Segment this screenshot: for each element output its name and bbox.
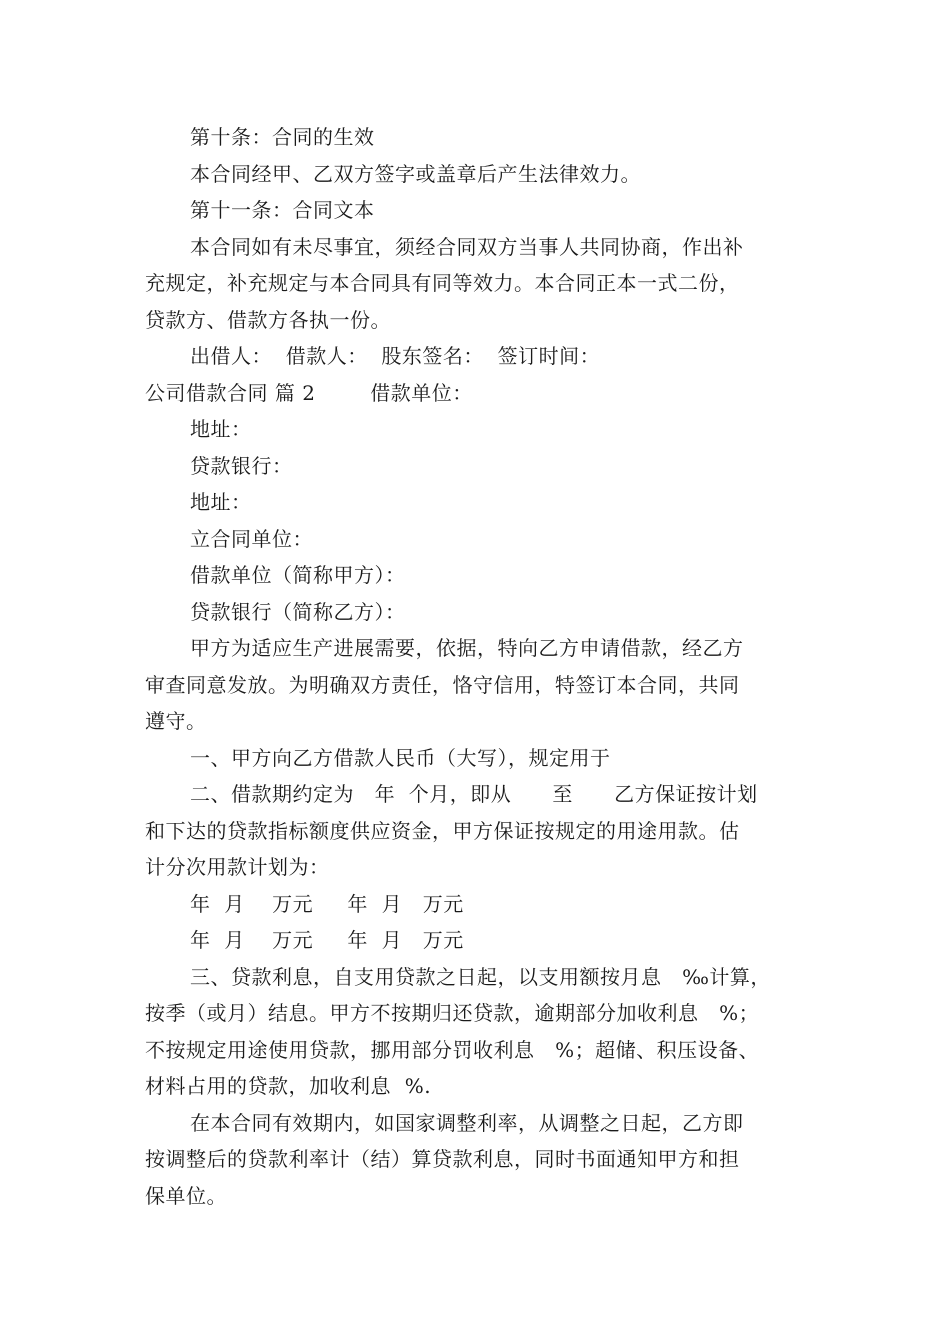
text-line: 按季（或月）结息。甲方不按期归还贷款，逾期部分加收利息 %； (145, 1001, 760, 1025)
text-line: 计分次用款计划为： (145, 855, 330, 879)
signature-line: 出借人： 借款人： 股东签名： 签订时间： (190, 344, 601, 368)
address-field: 地址： (190, 417, 252, 441)
text-line: 本合同如有未尽事宜，须经合同双方当事人共同协商，作出补 (190, 234, 744, 259)
clause-3: 三、贷款利息，自支用贷款之日起，以支用额按月息 ‰计算， (190, 964, 771, 989)
address-field: 地址： (190, 490, 252, 514)
text-line: 充规定，补充规定与本合同具有同等效力。本合同正本一式二份， (145, 271, 740, 295)
schedule-line: 年 月 万元 年 月 万元 (190, 928, 464, 952)
article-11-heading: 第十一条：合同文本 (190, 198, 375, 222)
lending-bank-field: 贷款银行： (190, 453, 293, 478)
text-line: 本合同经甲、乙双方签字或盖章后产生法律效力。 (190, 161, 641, 186)
borrower-field: 借款单位（简称甲方）： (190, 563, 406, 587)
schedule-line: 年 月 万元 年 月 万元 (190, 891, 464, 916)
document-body (145, 119, 810, 1214)
text-line: 按调整后的贷款利率计（结）算贷款利息，同时书面通知甲方和担 (145, 1147, 740, 1171)
article-10-heading: 第十条：合同的生效 (190, 125, 375, 149)
clause-1: 一、甲方向乙方借款人民币（大写），规定用于 (190, 745, 611, 770)
lender-field: 贷款银行（简称乙方）： (190, 599, 406, 624)
text-line: 审查同意发放。为明确双方责任，恪守信用，特签订本合同，共同 (145, 672, 740, 697)
text-line: 材料占用的贷款，加收利息 %. (145, 1074, 432, 1098)
text-line: 遵守。 (145, 709, 207, 733)
text-line: 保单位。 (145, 1183, 227, 1208)
clause-2: 二、借款期约定为 年 个月，即从 至 乙方保证按计划 (190, 782, 758, 806)
text-line: 贷款方、借款方各执一份。 (145, 307, 391, 332)
text-line: 不按规定用途使用贷款，挪用部分罚收利息 %；超储、积压设备、 (145, 1037, 760, 1062)
text-line: 甲方为适应生产进展需要，依据，特向乙方申请借款，经乙方 (190, 636, 744, 660)
text-line: 在本合同有效期内，如国家调整利率，从调整之日起，乙方即 (190, 1110, 744, 1135)
section-title: 公司借款合同 篇 2 借款单位： (145, 380, 473, 405)
contract-parties-field: 立合同单位： (190, 526, 313, 551)
text-line: 和下达的贷款指标额度供应资金，甲方保证按规定的用途用款。估 (145, 818, 740, 843)
